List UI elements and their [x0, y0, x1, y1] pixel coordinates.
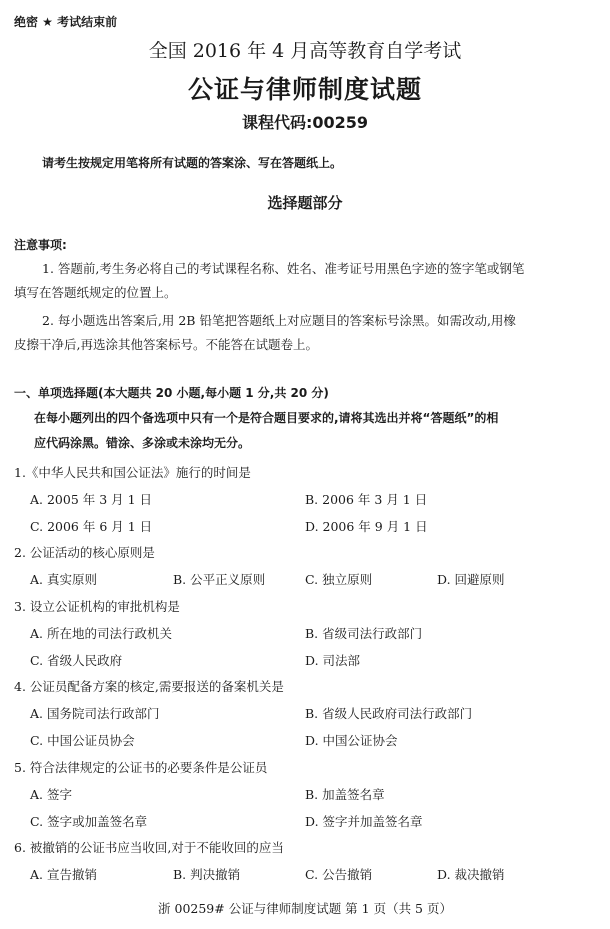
question-5-option-d: D. 签字并加盖签名章 [305, 814, 423, 829]
question-1-option-b: B. 2006 年 3 月 1 日 [305, 492, 428, 507]
question-6-option-b: B. 判决撤销 [173, 867, 241, 882]
question-2-stem: 2. 公证活动的核心原则是 [14, 545, 155, 560]
subject-title: 公证与律师制度试题 [187, 75, 422, 104]
part-1-desc-line-1: 在每小题列出的四个备选项中只有一个是符合题目要求的,请将其选出并将“答题纸”的相 [34, 411, 499, 425]
question-6-stem: 6. 被撤销的公证书应当收回,对于不能收回的应当 [14, 840, 284, 855]
note-1-line-1: 1. 答题前,考生务必将自己的考试课程名称、姓名、准考证号用黑色字迹的签字笔或钢笔 [42, 261, 525, 276]
question-1-option-c: C. 2006 年 6 月 1 日 [30, 519, 153, 534]
question-5-option-a: A. 签字 [30, 787, 72, 802]
question-5-option-c: C. 签字或加盖签名章 [30, 814, 148, 829]
question-2-option-a: A. 真实原则 [30, 572, 97, 587]
question-5-stem: 5. 符合法律规定的公证书的必要条件是公证员 [14, 760, 268, 775]
question-1-option-a: A. 2005 年 3 月 1 日 [30, 492, 153, 507]
confidential-label: 绝密 ★ 考试结束前 [14, 15, 118, 29]
note-2-line-1: 2. 每小题选出答案后,用 2B 铅笔把答题纸上对应题目的答案标号涂黑。如需改动,用橡 [42, 313, 516, 328]
question-3-stem: 3. 设立公证机构的审批机构是 [14, 599, 180, 614]
question-6-option-a: A. 宣告撤销 [30, 867, 97, 882]
question-2-option-b: B. 公平正义原则 [173, 572, 266, 587]
question-1-option-d: D. 2006 年 9 月 1 日 [305, 519, 428, 534]
question-6-option-d: D. 裁决撤销 [437, 867, 505, 882]
question-4-option-b: B. 省级人民政府司法行政部门 [305, 706, 473, 721]
question-3-option-b: B. 省级司法行政部门 [305, 626, 423, 641]
section-title: 选择题部分 [267, 194, 343, 212]
note-2-line-2: 皮擦干净后,再选涂其他答案标号。不能答在试题卷上。 [14, 337, 318, 352]
exam-title: 全国 2016 年 4 月高等教育自学考试 [148, 40, 462, 62]
question-4-option-d: D. 中国公证协会 [305, 733, 398, 748]
question-3-option-a: A. 所在地的司法行政机关 [30, 626, 172, 641]
notes-heading: 注意事项: [14, 238, 67, 252]
question-1-stem: 1.《中华人民共和国公证法》施行的时间是 [14, 465, 251, 480]
question-4-option-c: C. 中国公证员协会 [30, 733, 135, 748]
question-5-option-b: B. 加盖签名章 [305, 787, 385, 802]
question-3-option-d: D. 司法部 [305, 653, 361, 668]
question-4-stem: 4. 公证员配备方案的核定,需要报送的备案机关是 [14, 679, 284, 694]
page-footer: 浙 00259# 公证与律师制度试题 第 1 页（共 5 页） [158, 901, 452, 916]
question-4-option-a: A. 国务院司法行政部门 [30, 706, 160, 721]
question-2-option-c: C. 独立原则 [305, 572, 373, 587]
question-2-option-d: D. 回避原则 [437, 572, 505, 587]
answer-instruction: 请考生按规定用笔将所有试题的答案涂、写在答题纸上。 [42, 156, 343, 170]
note-1-line-2: 填写在答题纸规定的位置上。 [14, 285, 177, 300]
part-1-heading: 一、单项选择题(本大题共 20 小题,每小题 1 分,共 20 分) [14, 386, 329, 400]
course-code: 课程代码:00259 [241, 113, 369, 132]
part-1-desc-line-2: 应代码涂黑。错涂、多涂或未涂均无分。 [34, 436, 251, 450]
question-6-option-c: C. 公告撤销 [305, 867, 373, 882]
question-3-option-c: C. 省级人民政府 [30, 653, 123, 668]
